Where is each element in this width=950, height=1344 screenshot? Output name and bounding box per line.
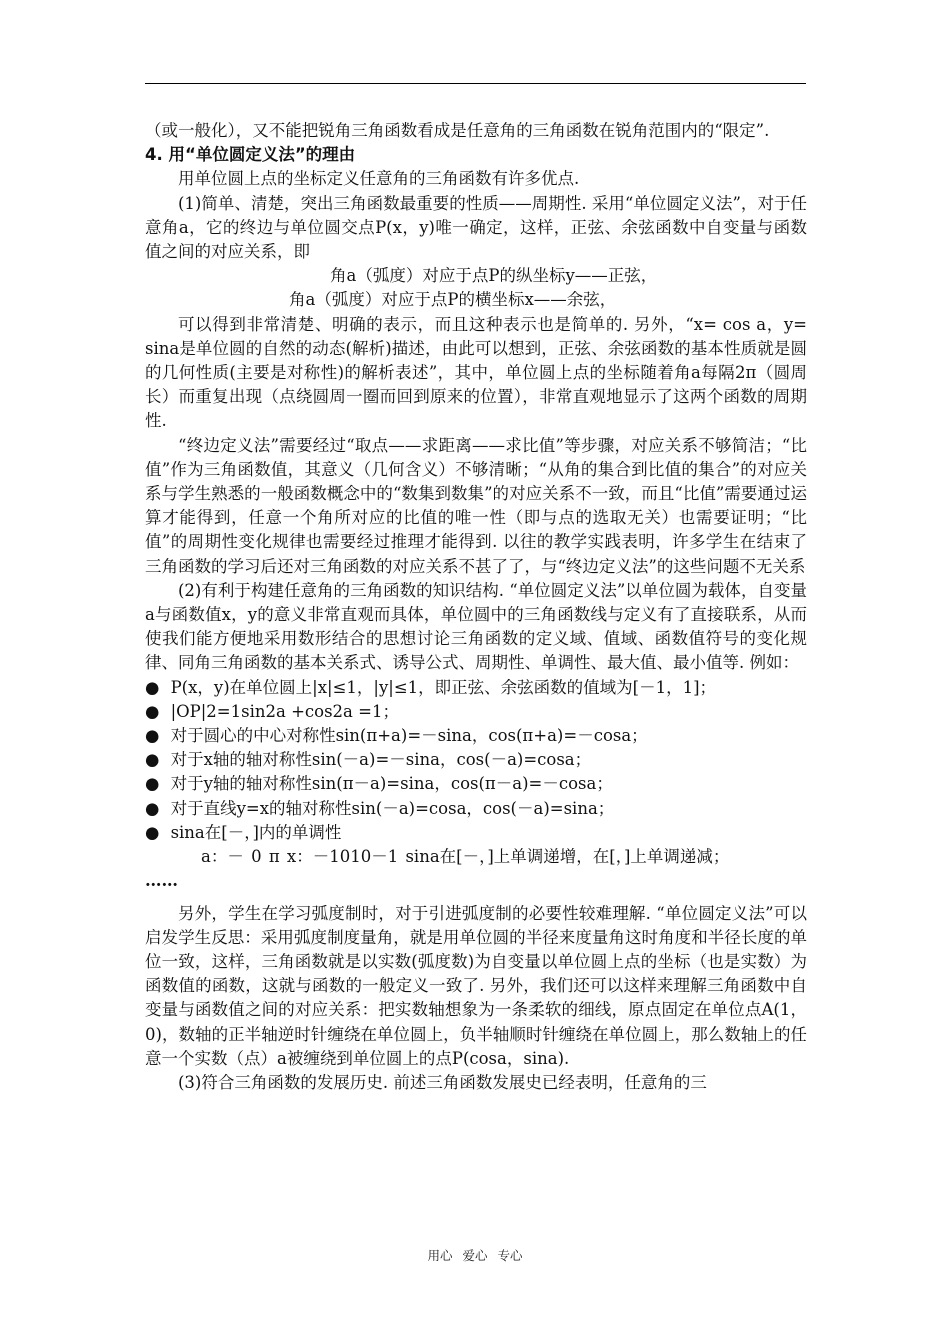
page-footer: 用心 爱心 专心	[427, 1248, 523, 1263]
paragraph-intro: 用单位圆上点的坐标定义任意角的三角函数有许多优点.	[178, 169, 580, 189]
centered-line-cosine: 角a（弧度）对应于点P的横坐标x——余弦，	[289, 290, 617, 310]
paragraph-explanation: 可以得到非常清楚、明确的表示，而且这种表示也是简单的. 另外，“x= cos a，y= sina是单位圆的自然的动态(解析)描述，由此可以想到，正弦、余弦函数的基本性质就是圆的几何性质(主要是对称性)的解析表述”，其中，单位圆上点的坐标随着角a每隔2π（圆周长）而重复出现（点绕圆周一圈而回到原来的位置），非常直观地显示了这两个函数的周期性.	[145, 314, 807, 431]
list-item-text: 对于圆心的中心对称性sin(π+a)=－sina，cos(π+a)=－cosa；	[170, 726, 648, 746]
section-heading: 4. 用“单位圆定义法”的理由	[145, 145, 356, 165]
list-item-text: 对于直线y=x的轴对称性sin(－a)=cosa，cos(－a)=sina；	[170, 798, 615, 818]
paragraph-point-2: (2)有利于构建任意角的三角函数的知识结构. “单位圆定义法”以单位圆为载体，自变量a与函数值x，y的意义非常直观而具体，单位圆中的三角函数线与定义有了直接联系，从而使我们能方便地采用数形结合的思想讨论三角函数的定义域、值域、函数值符号的变化规律、同角三角函数的基本关系式、诱导公式、周期性、单调性、最大值、最小值等. 例如：	[145, 580, 807, 673]
list-item	[145, 700, 807, 724]
paragraph-continuation: （或一般化），又不能把锐角三角函数看成是任意角的三角函数在锐角范围内的“限定”.	[145, 121, 770, 140]
list-item-text: |OP|2=1sin2a +cos2a =1；	[170, 701, 399, 721]
ellipsis: ……	[145, 871, 178, 891]
monotonic-interval-line: a：－ 0 π x：－1010－1 sina在[－，]上单调递增，在[，]上单调递减；	[201, 847, 730, 867]
list-item	[145, 748, 807, 772]
bullet-icon: ●	[145, 726, 160, 746]
centered-line-sine: 角a（弧度）对应于点P的纵坐标y——正弦，	[330, 266, 658, 286]
list-item-text: 对于x轴的轴对称性sin(－a)=－sina，cos(－a)=cosa；	[170, 750, 592, 770]
bullet-icon: ●	[145, 750, 160, 770]
list-item	[145, 821, 807, 845]
list-item-text: P(x，y)在单位圆上|x|≤1，|y|≤1，即正弦、余弦函数的值域为[－1，1]；	[170, 677, 717, 697]
list-item-text: sina在[－，]内的单调性	[170, 822, 342, 842]
bullet-icon: ●	[145, 701, 160, 721]
paragraph-point-1: (1)简单、清楚，突出三角函数最重要的性质——周期性. 采用“单位圆定义法”，对于任意角a，它的终边与单位圆交点P(x，y)唯一确定，这样，正弦、余弦函数中自变量与函数值之间的对应关系，即	[145, 193, 807, 262]
bullet-icon: ●	[145, 822, 160, 842]
list-item	[145, 772, 807, 796]
bullet-list	[145, 676, 807, 845]
paragraph-radian: 另外，学生在学习弧度制时，对于引进弧度制的必要性较难理解. “单位圆定义法”可以启发学生反思：采用弧度制度量角，就是用单位圆的半径来度量角这时角度和半径长度的单位一致，这样，三角函数就是以实数(弧度数)为自变量以单位圆上点的坐标（也是实数）为函数值的函数，这就与函数的一般定义一致了. 另外，我们还可以这样来理解三角函数中自变量与函数值之间的对应关系：把实数轴想象为一条柔软的细线，原点固定在单位点A(1，0)，数轴的正半轴逆时针缠绕在单位圆上，负半轴顺时针缠绕在单位圆上，那么数轴上的任意一个实数（点）a被缠绕到单位圆上的点P(cosa，sina).	[145, 903, 807, 1068]
paragraph-point-3: (3)符合三角函数的发展历史. 前述三角函数发展史已经表明，任意角的三	[178, 1072, 707, 1092]
bullet-icon: ●	[145, 774, 160, 794]
header-rule	[145, 83, 806, 84]
list-item-text: 对于y轴的轴对称性sin(π－a)=sina，cos(π－a)=－cosa；	[170, 774, 613, 794]
bullet-icon: ●	[145, 798, 160, 818]
document-body	[145, 119, 807, 1095]
list-item	[145, 797, 807, 821]
paragraph-terminal-side-method: “终边定义法”需要经过“取点——求距离——求比值”等步骤，对应关系不够简洁；“比值”作为三角函数值，其意义（几何含义）不够清晰；“从角的集合到比值的集合”的对应关系与学生熟悉的一般函数概念中的“数集到数集”的对应关系不一致，而且“比值”需要通过运算才能得到，任意一个角所对应的比值的唯一性（即与点的选取无关）也需要证明；“比值”的周期性变化规律也需要经过推理才能得到. 以往的教学实践表明，许多学生在结束了三角函数的学习后还对三角函数的对应关系不甚了了，与“终边定义法”的这些问题不无关系	[145, 435, 807, 576]
list-item	[145, 724, 807, 748]
bullet-icon: ●	[145, 677, 160, 697]
list-item	[145, 676, 807, 700]
